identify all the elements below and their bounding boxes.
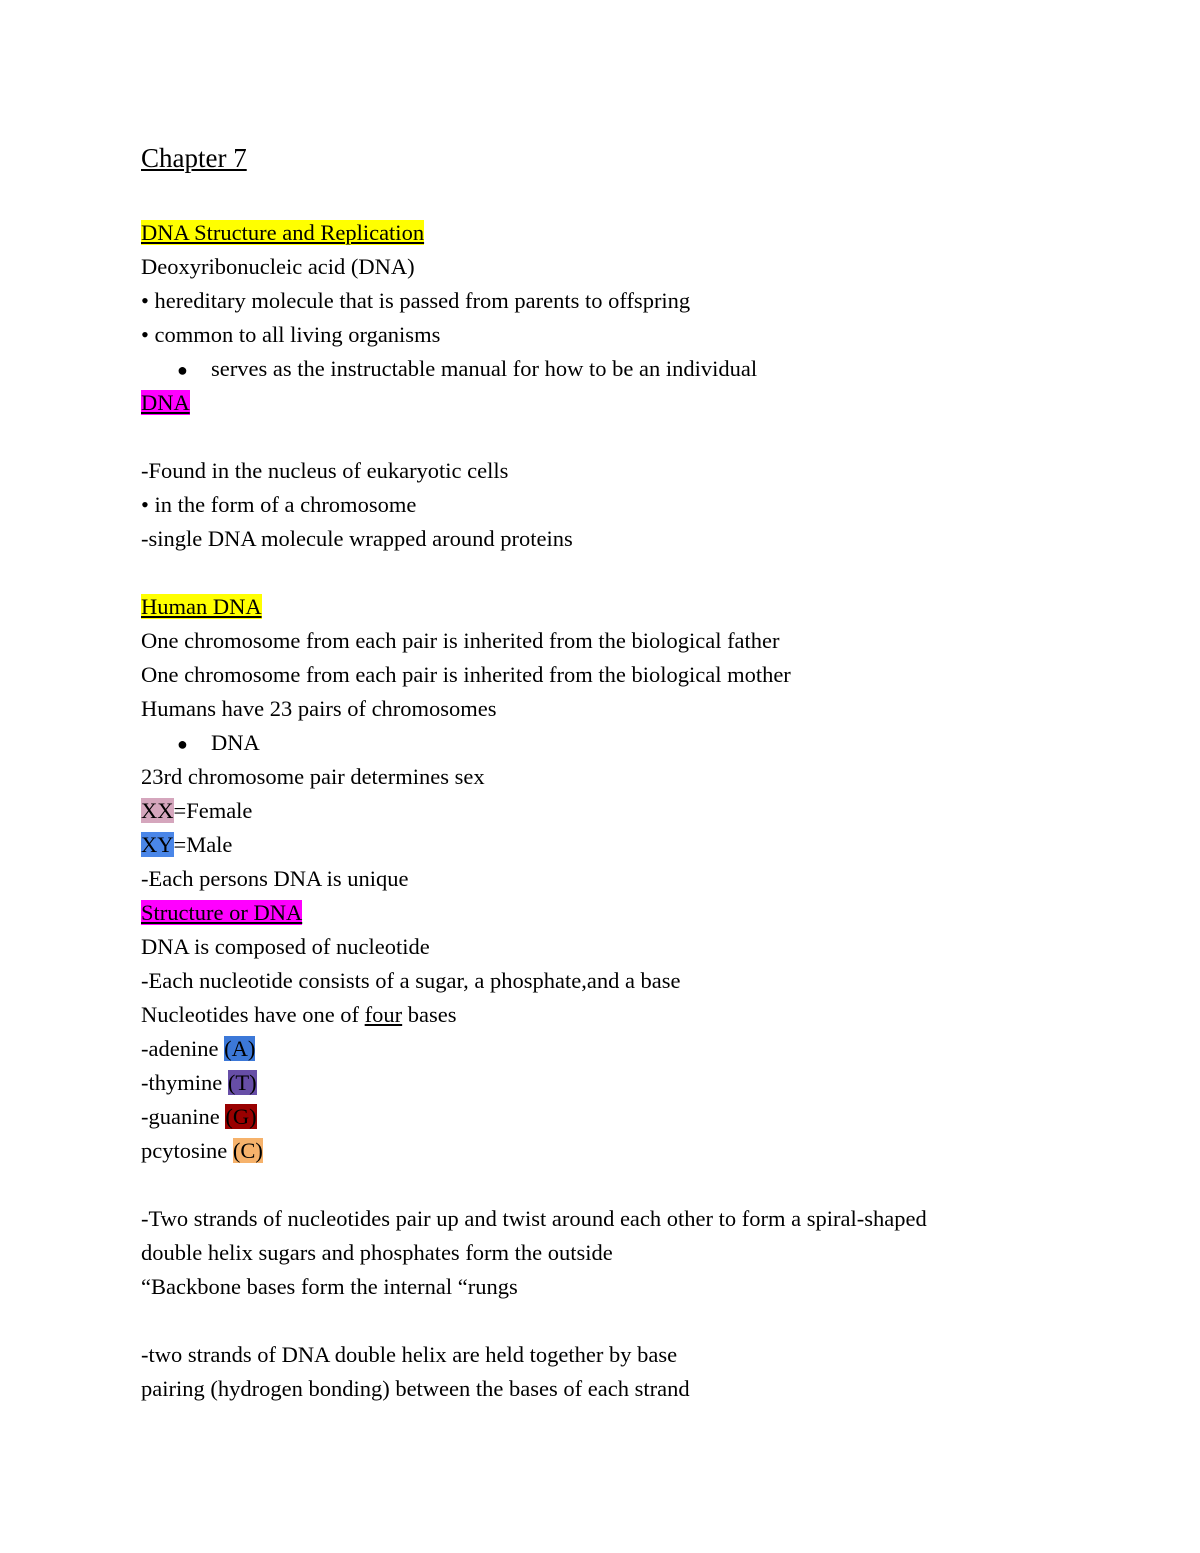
text-line: -Two strands of nucleotides pair up and twist around each other to form a spiral-shaped	[141, 1206, 927, 1231]
section-heading-structure: Structure or DNA	[141, 900, 303, 925]
text-line: Nucleotides have one of four bases	[141, 1002, 457, 1027]
text-line: Humans have 23 pairs of chromosomes	[141, 696, 497, 721]
text-line: -Each persons DNA is unique	[141, 866, 409, 891]
base-thymine: -thymine (T)	[141, 1070, 257, 1095]
text-line-female: XX=Female	[141, 798, 253, 823]
text-line: One chromosome from each pair is inherited from the biological mother	[141, 662, 791, 687]
text-line: “Backbone bases form the internal “rungs	[141, 1274, 518, 1299]
document-page	[141, 140, 1101, 1406]
chapter-title: Chapter 7	[141, 143, 247, 173]
text-line: -two strands of DNA double helix are held together by base	[141, 1342, 678, 1367]
base-adenine: -adenine (A)	[141, 1036, 256, 1061]
bullet-item: ● serves as the instructable manual for how to be an individual	[141, 352, 1101, 386]
text-line: • common to all living organisms	[141, 322, 441, 347]
base-guanine: -guanine (G)	[141, 1104, 257, 1129]
text-line: -single DNA molecule wrapped around proteins	[141, 526, 573, 551]
text-line: • in the form of a chromosome	[141, 492, 417, 517]
text-line: • hereditary molecule that is passed from parents to offspring	[141, 288, 691, 313]
base-cytosine: pcytosine (C)	[141, 1138, 263, 1163]
text-line: Deoxyribonucleic acid (DNA)	[141, 254, 415, 279]
text-line-male: XY=Male	[141, 832, 233, 857]
text-line: -Each nucleotide consists of a sugar, a phosphate,and a base	[141, 968, 681, 993]
text-line: pairing (hydrogen bonding) between the bases of each strand	[141, 1376, 690, 1401]
text-line: 23rd chromosome pair determines sex	[141, 764, 485, 789]
bullet-icon: ●	[177, 360, 188, 380]
bullet-item: ● DNA	[141, 726, 1101, 760]
section-heading-human-dna: Human DNA	[141, 594, 262, 619]
bullet-icon: ●	[177, 734, 188, 754]
section-heading-dna: DNA	[141, 390, 190, 415]
text-line: DNA is composed of nucleotide	[141, 934, 430, 959]
text-line: double helix sugars and phosphates form the outside	[141, 1240, 613, 1265]
section-heading-dna-structure: DNA Structure and Replication	[141, 220, 425, 245]
text-line: One chromosome from each pair is inherited from the biological father	[141, 628, 780, 653]
text-line: -Found in the nucleus of eukaryotic cells	[141, 458, 509, 483]
